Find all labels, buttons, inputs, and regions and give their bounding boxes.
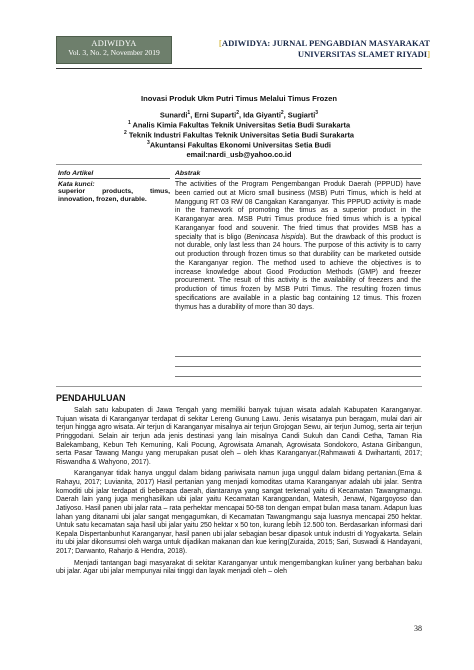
section-body xyxy=(56,407,422,580)
author-block xyxy=(56,110,422,160)
info-heading: Info Artikel xyxy=(58,170,170,179)
abstract-rule xyxy=(175,376,421,377)
page-number: 38 xyxy=(414,624,422,633)
abstract-rule xyxy=(175,366,421,367)
keywords-label: Kata kunci: xyxy=(58,181,95,188)
paragraph: Karanganyar tidak hanya unggul dalam bidang pariwisata namun juga unggul dalam bidang pertanian.(Erna & Rahayu, 2017; Luvianita, 2017) Hasil pertanian yang menjadi komoditas utama Karanganyar adalah ubi jalar. Sentra komoditi ubi jalar terdapat di beberapa daerah, diantaranya yang sangat terkenal yaitu di Kecamatan Tawangmangu. Daerah lain yang juga menghasilkan ubi jalar yaitu Kecamatan Karangpandan, Matesih, Jenawi, Ngargoyoso dan Jatiyoso. Hasil panen ubi jalar rata – rata perhektar mencapai 50-58 ton dengan empat bulan masa tanam. Adapun luas lahan yang ditanami ubi jalar sangat mengagumkan, di Kecamatan Tawangmangu saja luasnya mencapai 250 hektar. Untuk satu kecamatan saja hasil ubi jalar yaitu 250 hektar x 50 ton, kurang lebih 12.500 ton. Berdasarkan informasi dari Kepala Dispertanbunhut Karanganyar, hasil panen ubi jalar sebagian besar dipasok untuk industri di Yogyakarta. Selain itu ubi jalar dikonsumsi oleh warga untuk dijadikan makanan dan kue kering(Zuraida, 2015; Sari, Suswadi & Handayani, 2017; Darwanto, Raharjo & Hendra, 2018). xyxy=(56,470,422,555)
keywords: superior products, timus, innovation, frozen, durable. xyxy=(58,188,170,204)
badge-title: ADIWIDYA xyxy=(91,39,137,48)
journal-line-2: UNIVERSITAS SLAMET RIYADI xyxy=(297,48,428,59)
author-sup: 3 xyxy=(315,110,319,116)
author-list: Sunardi$^1$, Erni Suparti$^2$, Ida Giyanti$^2$, Sugiarti$^3$ xyxy=(159,110,319,120)
affiliation: $^3$Akuntansi Fakultas Ekonomi Universitas Setia Budi xyxy=(147,140,331,150)
journal-badge xyxy=(56,36,172,64)
affiliation: $^1$ Analis Kimia Fakultas Teknik Universitas Setia Budi Surakarta xyxy=(127,120,351,130)
info-bottom-rule xyxy=(56,386,422,387)
paragraph: Menjadi tantangan bagi masyarakat di sekitar Karanganyar untuk mengembangkan kuliner yang berbahan baku ubi jalar. Agar ubi jalar mempunyai nilai tinggi dan layak menjadi oleh – oleh xyxy=(56,559,422,576)
info-top-rule xyxy=(56,164,422,165)
author-name: Sugiarti xyxy=(287,110,316,120)
abstract-heading: Abstrak xyxy=(175,170,421,179)
badge-volume: Vol. 3, No. 2, November 2019 xyxy=(68,47,160,57)
bracket-close: ] xyxy=(427,48,430,59)
abstract-italic: Benincasa hispida xyxy=(246,233,304,241)
paragraph: Salah satu kabupaten di Jawa Tengah yang memiliki banyak tujuan wisata adalah Kabupaten Karanganyar. Tujuan wisata di Karanganyar terdapat di sekitar Lereng Gunung Lawu. Jenis wisatanya pun beragam, mulai dari air terjun hingga agro wisata. Air terjun di Karanganyar misalnya air terjun Grojogan Sewu, air terjun Jumog, serta air terjun Pringgodani. Selain air terjun ada jenis destinasi yang lain misalnya Candi Sukuh dan Candi Cetha, Taman Ria Balekambang, Kebun Teh Kemuning, Kali Pocung, Agrowisata Amanah, Agrowisata Sondokoro, Astana Giribangun, serta Pasar Tawang Mangu yang merupakan pusat oleh – oleh khas Karanganyar.(Rahmawati & Dwihartanti, 2017; Riswandha & Wahyono, 2017). xyxy=(56,407,422,466)
affiliation: $^2$ Teknik Industri Fakultas Teknik Universitas Setia Budi Surakarta xyxy=(123,130,355,140)
abstract-rule xyxy=(175,356,421,357)
bracket-open: [ xyxy=(219,38,222,48)
abstract xyxy=(175,170,421,312)
header-rule xyxy=(56,68,422,69)
abstract-text: The activities of the Program Pengembangan Produk Daerah (PPPUD) have been carried out at Micro small business (MSB) Putri Timus, which is held at Manggung RT 03 RW 08 Cangakan Karanganyar. This PPPUD activity is made in the framework of promoting the timus as a superior product in the Karanganyar area. MSB Putri Timus produce fried timus which is a typical Karanganyar food and souvenir. The fried timus that provides MSB has a specialty that is bligo (Benincasa hispida). But the drawback of this product is not durable, only last less than 24 hours. The purpose of this activity is to carry out production through frozen timus so that durability can be marketed outside the Karanganyar region. The method used to achieve the objectives is to increase knowledge about Good Production Methods (GMP) and freezer procurement. The result of this activity is the availability of freezers and the production of timus frozen by MSB Putri Timus. The resulting frozen timus specifications are available in a plastic bag containing 12 timus. This frozen thymus has a durability of more than 30 days. xyxy=(175,181,422,311)
article-info xyxy=(58,170,170,205)
author-name: Ida Giyanti xyxy=(243,110,281,120)
journal-name xyxy=(190,38,430,59)
section-heading: PENDAHULUAN xyxy=(56,393,126,403)
author-name: Erni Suparti xyxy=(194,110,237,120)
author-sup: 1 xyxy=(187,110,191,116)
author-sup: 2 xyxy=(280,110,284,116)
author-email: email:nardi_usb@yahoo.co.id xyxy=(186,150,292,160)
paper-title: Inovasi Produk Ukm Putri Timus Melalui Timus Frozen xyxy=(141,94,337,103)
author-name: Sunardi xyxy=(159,110,188,120)
author-sup: 2 xyxy=(236,110,239,116)
journal-line-1: ADIWIDYA: JURNAL PENGABDIAN MASYARAKAT xyxy=(221,38,430,48)
